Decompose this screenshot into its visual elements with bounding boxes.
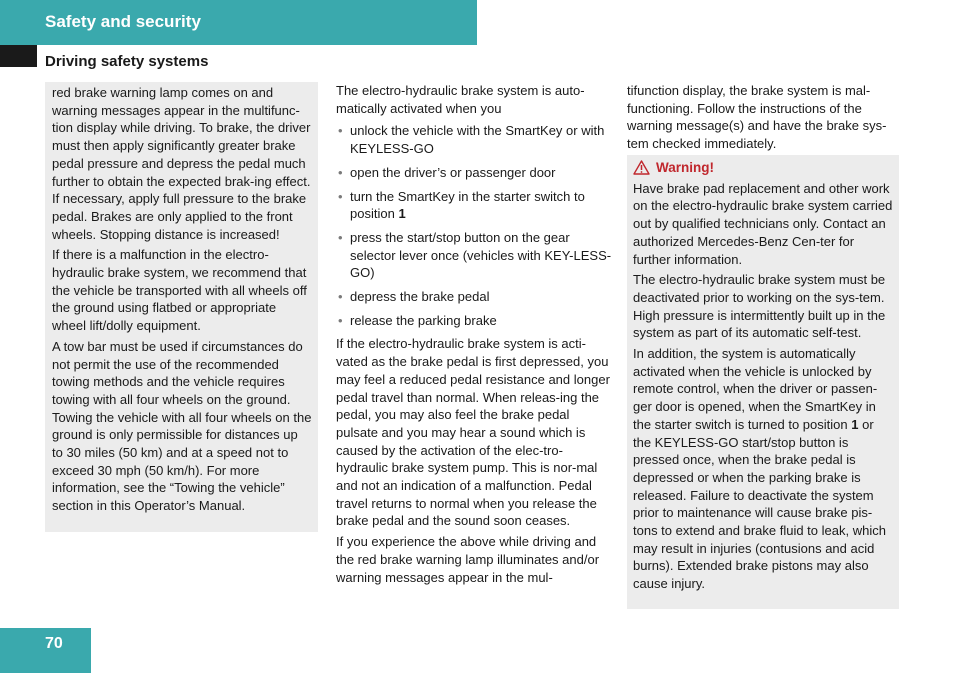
column-2: [336, 82, 612, 589]
list-item: • open the driver’s or passenger door: [336, 164, 612, 182]
list-item: • press the start/stop button on the gear selector lever once (vehicles with KEY-LESS-GO): [336, 229, 612, 282]
page-number: 70: [45, 635, 63, 652]
list-item: • release the parking brake: [336, 312, 612, 330]
column-1-note: [45, 82, 318, 532]
chapter-title: Safety and security: [45, 12, 201, 31]
warning-heading: [633, 159, 893, 177]
list-item: • turn the SmartKey in the starter switch to position 1: [336, 188, 612, 223]
position-value: 1: [851, 416, 859, 432]
col2-paragraph-2: If you experience the above while driving and the red brake warning lamp illuminates and/or warning messages appear in the mul-: [336, 534, 600, 585]
warning-paragraph-1: Have brake pad replacement and other work on the electro-hydraulic brake system carried out by qualified technicians only. Contact an authorized Mercedes-Benz Cen-ter for further information.: [633, 180, 893, 267]
warning-paragraph-2: The electro-hydraulic brake system must be deactivated prior to working on the sys-tem. High pressure is intermittently built up in the system as part of its automatic self-test.: [633, 272, 886, 341]
col1-paragraph-1: red brake warning lamp comes on and warning messages appear in the multifunc-tion display while driving. To brake, the driver must then apply significantly greater brake pedal pressure and depress the pedal much further to obtain the expected brak-ing effect. If necessary, apply full pressure to the brake pedal. Brakes are only applied to the front wheels. Stopping distance is increased!: [52, 85, 311, 242]
warning-label: Warning!: [656, 160, 714, 175]
col1-paragraph-3: A tow bar must be used if circumstances do not permit the use of the recommended towing methods and the vehicle requires towing with all four wheels on the ground. Towing the vehicle with all four wheels on the ground is only permissible for distances up to 30 miles (50 km) and at a speed not to exceed 30 mph (50 km/h). For more information, see the “Towing the vehicle” section in this Operator’s Manual.: [52, 338, 312, 514]
column-3-top: [627, 82, 902, 156]
warning-triangle-icon: [633, 160, 650, 175]
section-marker: [0, 45, 37, 67]
list-item: • depress the brake pedal: [336, 288, 612, 306]
col1-paragraph-2: If there is a malfunction in the electro-hydraulic brake system, we recommend that the vehicle be transported with all wheels off the ground using flatbed or appropriate wheel lift/dolly equipment.: [52, 247, 307, 334]
position-value: 1: [398, 206, 406, 222]
col2-intro: The electro-hydraulic brake system is auto-matically activated when you: [336, 83, 585, 116]
section-title: Driving safety systems: [45, 53, 209, 70]
col2-paragraph-1: If the electro-hydraulic brake system is acti-vated as the brake pedal is first depressed, you may feel a reduced pedal resistance and longer pedal travel than normal. When releas-ing the pedal, you may also feel the brake pedal pulsate and you may hear a sound which is caused by the activation of the elec-tro-hydraulic brake system pump. This is nor-mal and not an indication of a malfunction. Pedal travel returns to normal when you release the brake pedal and the sound soon ceases.: [336, 336, 610, 529]
list-item: • unlock the vehicle with the SmartKey or with KEYLESS-GO: [336, 122, 612, 157]
warning-box: [627, 155, 899, 609]
activation-list: [336, 122, 612, 329]
col3-top-text: tifunction display, the brake system is mal-functioning. Follow the instructions of the warning message(s) and have the brake sys-tem checked immediately.: [627, 83, 887, 152]
warning-paragraph-3: In addition, the system is automatically activated when the vehicle is unlocked by remote control, when the driver or passen-ger door is opened, when the SmartKey in the starter switch is turned to position 1 or the KEYLESS-GO start/stop button is pressed once, when the brake pedal is depressed or when the parking brake is released. Failure to deactivate the system prior to maintenance will cause brake pis-tons to extend and brake fluid to leak, which may result in injuries (contusions and acid burns). Extended brake pistons may also cause injury.: [633, 346, 886, 592]
